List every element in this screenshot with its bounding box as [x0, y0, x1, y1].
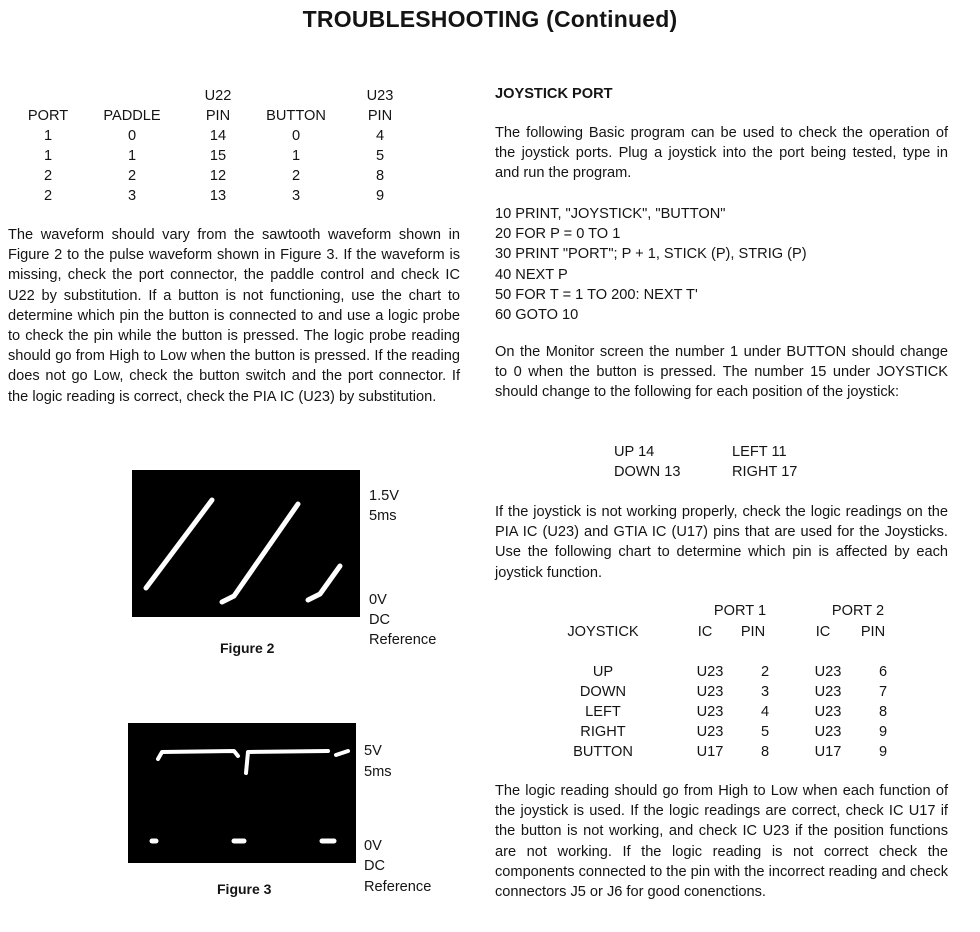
- final-paragraph: The logic reading should go from High to Low when each function of the joystick is used. If the logic readings are correct, check IC U17 if the button is not working, and check IC U23 if the position functions are not working. If the logic reading is not correct check the components connected to the pin with the incorrect reading and check connectors J5 or J6 for good conenctions.: [495, 783, 948, 901]
- table-cell: 5: [760, 724, 770, 740]
- figure-3-time: 5ms: [364, 764, 392, 780]
- table-cell: U23: [696, 664, 724, 680]
- table-cell: U23: [814, 684, 842, 700]
- table-cell: 2: [127, 168, 137, 184]
- table-cell: DOWN: [579, 684, 627, 700]
- table-cell: U17: [814, 744, 842, 760]
- program-line: 20 FOR P = 0 TO 1: [495, 226, 621, 243]
- position-down: DOWN 13: [614, 464, 681, 480]
- table-cell: 2: [43, 188, 53, 204]
- table-cell: 9: [375, 188, 385, 204]
- figure-2-dc: DC: [369, 612, 391, 628]
- figure-3-reference: Reference: [364, 879, 432, 895]
- figure-2-oscilloscope: [132, 470, 360, 617]
- table-cell: 8: [760, 744, 770, 760]
- program-line: 30 PRINT "PORT"; P + 1, STICK (P), STRIG (P): [495, 246, 807, 263]
- table-cell: U23: [696, 684, 724, 700]
- table-header-top: [8, 86, 468, 106]
- table-cell: 1: [127, 148, 137, 164]
- table-cell: 9: [878, 724, 888, 740]
- header-u23: U23: [366, 88, 394, 104]
- table-cell: 3: [760, 684, 770, 700]
- program-line: 50 FOR T = 1 TO 200: NEXT T': [495, 286, 698, 303]
- header-u22: U22: [204, 88, 232, 104]
- table-header-bottom: [8, 106, 468, 126]
- table-row: [8, 166, 468, 186]
- table-cell: 2: [291, 168, 301, 184]
- table-cell: 0: [291, 128, 301, 144]
- table-cell: 12: [209, 168, 227, 184]
- table-row: [540, 682, 920, 702]
- table-row: [8, 186, 468, 206]
- figure-3-oscilloscope: [128, 723, 356, 863]
- table-row: [540, 742, 920, 762]
- figure-2-zero: 0V: [369, 592, 387, 608]
- table-row: [540, 702, 920, 722]
- table-cell: LEFT: [585, 704, 621, 720]
- program-line: 10 PRINT, "JOYSTICK", "BUTTON": [495, 206, 726, 222]
- program-listing: [495, 204, 948, 325]
- header-port-2: PORT 2: [831, 603, 885, 619]
- table-cell: RIGHT: [580, 724, 626, 740]
- table-cell: U23: [696, 704, 724, 720]
- table-row: [540, 722, 920, 742]
- position-left: LEFT 11: [732, 444, 787, 460]
- figure-2-volts: 1.5V: [369, 488, 400, 504]
- header-joystick: JOYSTICK: [567, 624, 639, 640]
- table-cell: UP: [592, 664, 614, 680]
- program-line: 60 GOTO 10: [495, 307, 579, 324]
- table-cell: 2: [43, 168, 53, 184]
- header-port: PORT: [27, 108, 69, 124]
- table-cell: 13: [209, 188, 227, 204]
- figure-3-zero: 0V: [364, 838, 382, 854]
- figure-3-caption: Figure 3: [217, 881, 272, 897]
- table-cell: BUTTON: [573, 744, 633, 760]
- table-cell: U23: [814, 704, 842, 720]
- logic-paragraph: If the joystick is not working properly, check the logic readings on the PIA IC (U23) and GTIA IC (U17) pins that are used for the Joysticks. Use the following chart to determine which pin is affected by each joystick function.: [495, 504, 948, 581]
- pulse-waveform: [128, 723, 356, 863]
- table-cell: 1: [43, 128, 53, 144]
- table-cell: 1: [43, 148, 53, 164]
- figure-2-reference: Reference: [369, 632, 437, 648]
- header-button: BUTTON: [266, 108, 326, 124]
- header-ic: IC: [697, 624, 713, 640]
- table-cell: 14: [209, 128, 227, 144]
- table-cell: 7: [878, 684, 888, 700]
- position-right: RIGHT 17: [732, 464, 798, 480]
- program-line: 40 NEXT P: [495, 266, 568, 283]
- position-up: UP 14: [614, 444, 655, 460]
- table-cell: 4: [375, 128, 385, 144]
- header-pin: PIN: [860, 624, 886, 640]
- table-cell: 4: [760, 704, 770, 720]
- header-pin: PIN: [205, 108, 231, 124]
- table-cell: U23: [696, 724, 724, 740]
- table-row: [540, 662, 920, 682]
- table-row: [8, 126, 468, 146]
- header-paddle: PADDLE: [103, 108, 161, 124]
- table-cell: U17: [696, 744, 724, 760]
- joystick-positions: [614, 442, 874, 482]
- table-cell: U23: [814, 664, 842, 680]
- table-cell: 0: [127, 128, 137, 144]
- figure-3-dc: DC: [364, 858, 386, 874]
- table-cell: 3: [127, 188, 137, 204]
- header-pin: PIN: [740, 624, 766, 640]
- pin-table: [540, 601, 920, 761]
- table-cell: 1: [291, 148, 301, 164]
- joystick-intro: The following Basic program can be used to check the operation of the joystick ports. Plug a joystick into the port being tested, type in and run the program.: [495, 125, 948, 182]
- table-row: [8, 146, 468, 166]
- sawtooth-waveform: [132, 470, 360, 617]
- table-cell: 3: [291, 188, 301, 204]
- table-cell: 8: [878, 704, 888, 720]
- figure-3-volts: 5V: [364, 743, 382, 759]
- table-cell: 5: [375, 148, 385, 164]
- figure-2-time: 5ms: [369, 508, 397, 524]
- table-cell: 6: [878, 664, 888, 680]
- monitor-paragraph: On the Monitor screen the number 1 under BUTTON should change to 0 when the button is pressed. The number 15 under JOYSTICK should change to the following for each position of the joystick:: [495, 344, 948, 401]
- figure-2-caption: Figure 2: [220, 640, 275, 656]
- table-cell: U23: [814, 724, 842, 740]
- page-title: TROUBLESHOOTING (Continued): [302, 6, 678, 32]
- waveform-paragraph: The waveform should vary from the sawtooth waveform shown in Figure 2 to the pulse waveform shown in Figure 3. If the waveform is missing, check the port connector, the paddle control and check IC U22 by substitution. If a button is not functioning, use the chart to determine which pin the button is connected to and use a logic probe to check the pin while the button is pressed. The logic probe reading should go from High to Low when the button is pressed. If the reading does not go Low, check the button switch and the port connector. If the logic reading is correct, check the PIA IC (U23) by substitution.: [8, 227, 460, 405]
- table-cell: 15: [209, 148, 227, 164]
- header-ic: IC: [815, 624, 831, 640]
- header-port-1: PORT 1: [713, 603, 767, 619]
- table-cell: 2: [760, 664, 770, 680]
- joystick-heading: JOYSTICK PORT: [495, 86, 613, 102]
- table-cell: 9: [878, 744, 888, 760]
- table-cell: 8: [375, 168, 385, 184]
- header-pin: PIN: [367, 108, 393, 124]
